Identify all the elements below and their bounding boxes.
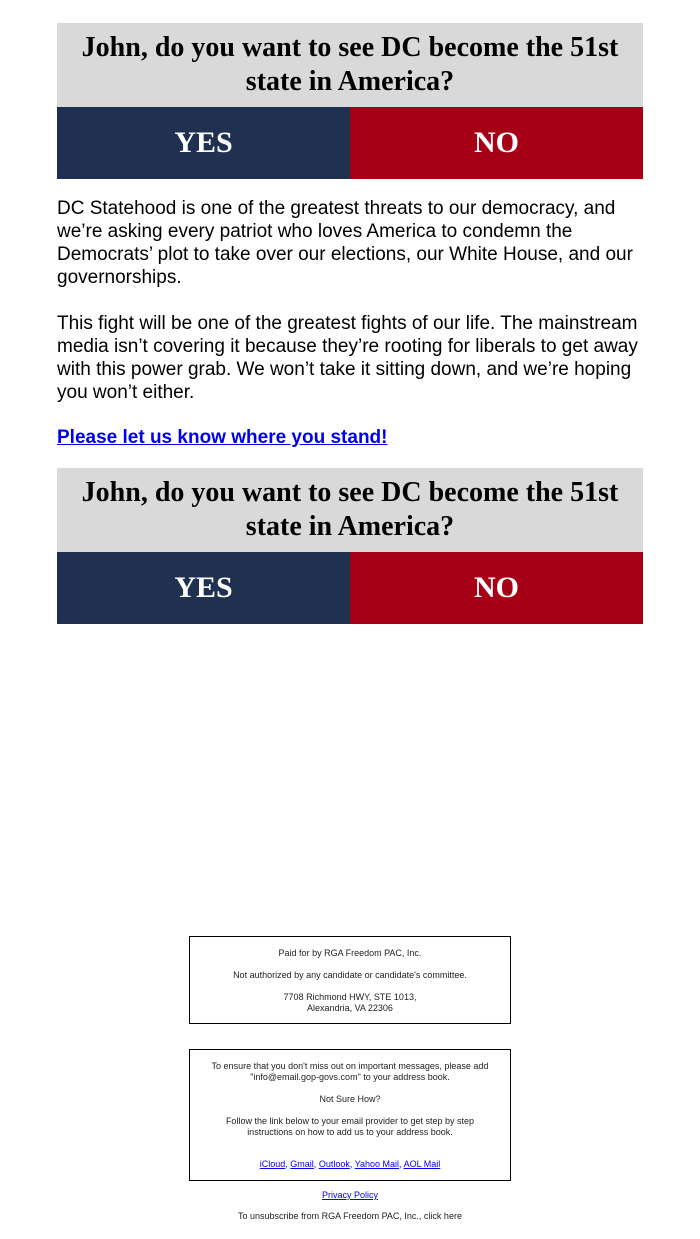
aol-mail-link[interactable]: AOL Mail [403, 1159, 441, 1169]
poll-buttons [57, 552, 643, 624]
poll-question: John, do you want to see DC become the 51st state in America? [57, 468, 643, 552]
address-line-2: Alexandria, VA 22306 [307, 1003, 393, 1013]
poll-question: John, do you want to see DC become the 51st state in America? [57, 23, 643, 107]
poll-buttons [57, 107, 643, 179]
yahoo-mail-link[interactable]: Yahoo Mail [354, 1159, 400, 1169]
address-line-1: 7708 Richmond HWY, STE 1013, [283, 992, 417, 1002]
no-button[interactable]: NO [350, 552, 643, 624]
provider-links: iCloud, Gmail, Outlook, Yahoo Mail, AOL Mail [259, 1159, 441, 1169]
poll-bottom [57, 468, 643, 624]
address-book-box [189, 1049, 511, 1181]
outlook-link[interactable]: Outlook [318, 1159, 350, 1169]
where-you-stand-link[interactable]: Please let us know where you stand! [57, 427, 388, 448]
unsubscribe-text[interactable]: To unsubscribe from RGA Freedom PAC, Inc., click here [238, 1211, 462, 1221]
not-authorized-text: Not authorized by any candidate or candidate's committee. [233, 970, 467, 980]
yes-button[interactable]: YES [57, 552, 350, 624]
not-sure-text: Not Sure How? [319, 1094, 381, 1104]
poll-top [57, 23, 643, 179]
no-button[interactable]: NO [350, 107, 643, 179]
disclaimer-box [189, 936, 511, 1024]
gmail-link[interactable]: Gmail [290, 1159, 314, 1169]
paid-for-text: Paid for by RGA Freedom PAC, Inc. [278, 948, 422, 958]
privacy-policy-link[interactable]: Privacy Policy [321, 1190, 378, 1200]
yes-button[interactable]: YES [57, 107, 350, 179]
address-book-intro: To ensure that you don't miss out on important messages, please add "info@email.gop-govs.com" to your address book. [211, 1061, 489, 1082]
paragraph-2: This fight will be one of the greatest fights of our life. The mainstream media isn’t covering it because they’re rooting for liberals to get away with this power grab. We won’t take it sitting down, and we’re hoping you won’t either. [57, 313, 638, 403]
follow-instructions: Follow the link below to your email provider to get step by step instructions on how to add us to your address book. [225, 1116, 475, 1137]
paragraph-1: DC Statehood is one of the greatest threats to our democracy, and we’re asking every patriot who loves America to condemn the Democrats’ plot to take over our elections, our White House, and our governorships. [57, 198, 633, 288]
icloud-link[interactable]: iCloud [259, 1159, 286, 1169]
